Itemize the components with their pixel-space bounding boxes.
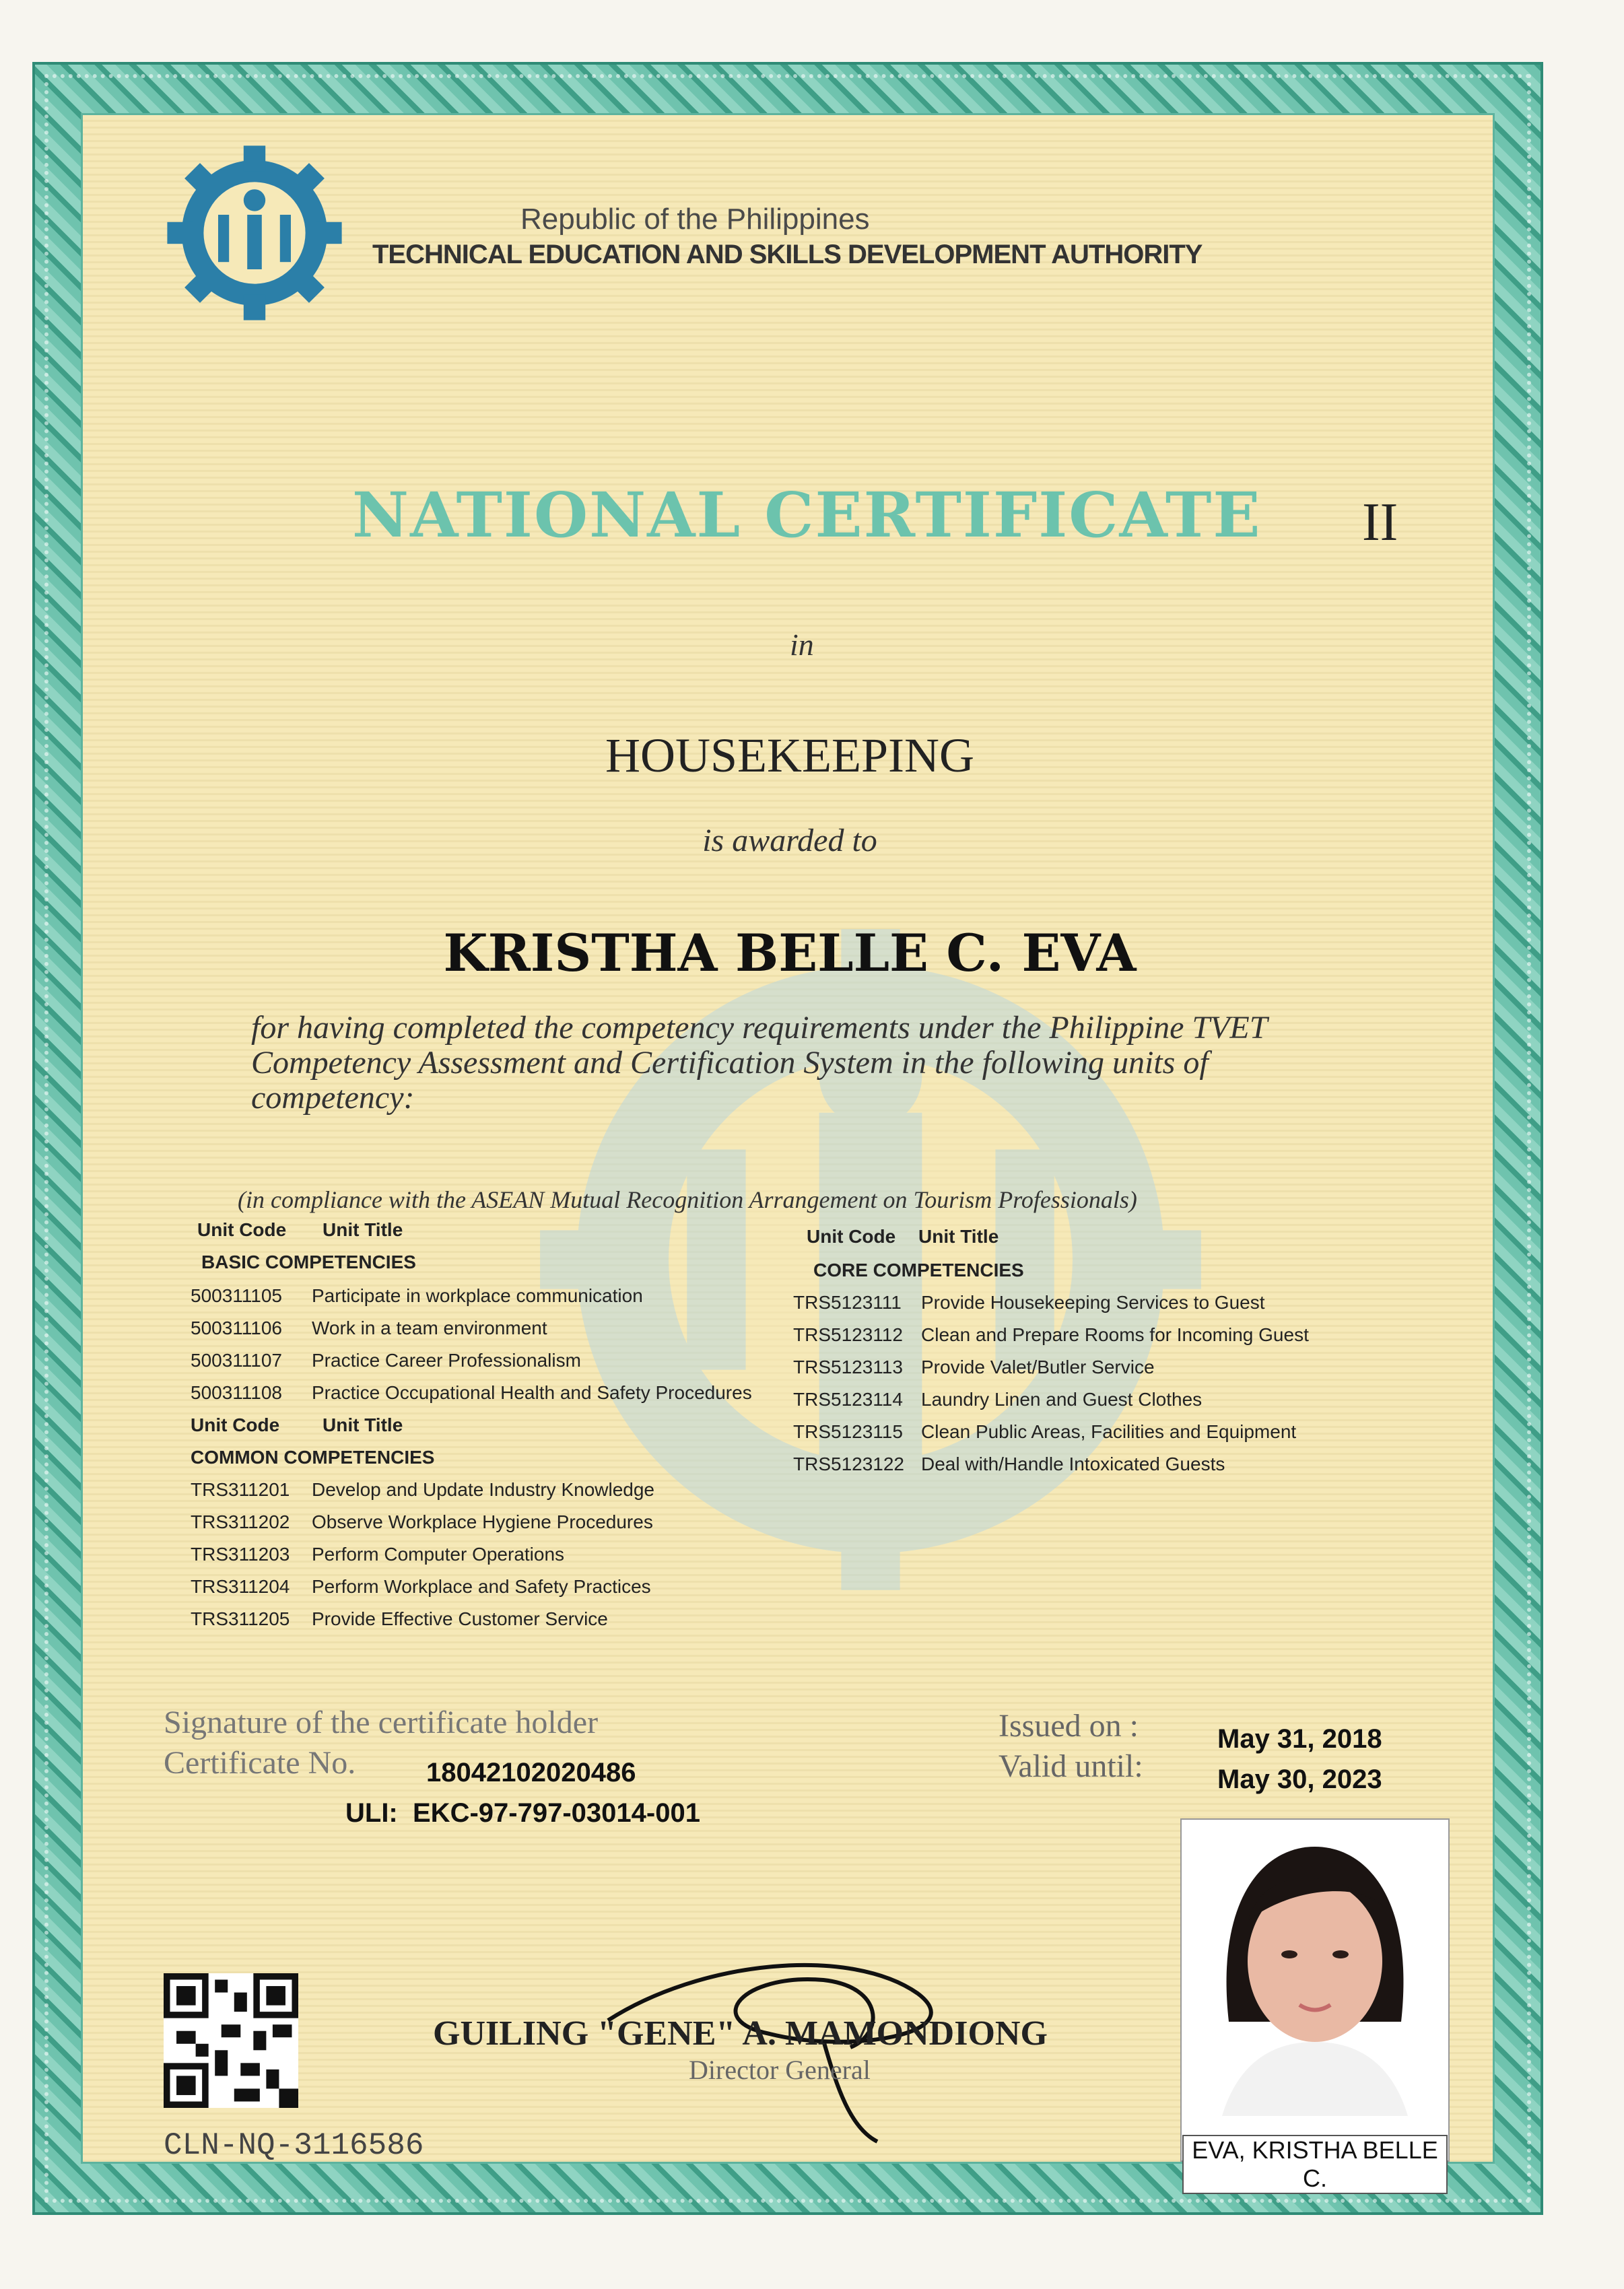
portrait-image	[1182, 1820, 1448, 2116]
issued-date: May 31, 2018	[1217, 1724, 1382, 1754]
tesda-gear-logo-icon	[164, 142, 345, 324]
basic-competencies-header: BASIC COMPETENCIES	[201, 1252, 416, 1272]
left-competency-column: Unit Code Unit Title BASIC COMPETENCIES 500311105 Participate in workplace communication 500311106 Work in a team environment 500311107 Practice Career Professionalism 500311108 Practice Occupational Health and Safety Procedures Unit Code Unit Title COMMON COMPETENCIES TRS311201 Develop and Update Industry Knowledge TRS311202 Observe Workplace Hygiene Procedures TRS311203 Perform Computer Operations TRS311204 Perform Workplace and Safety Practices TRS311205 Provide Effective Customer Service	[191, 1219, 752, 1629]
uli-label: ULI:	[345, 1798, 398, 1828]
valid-label: Valid until:	[999, 1748, 1143, 1784]
control-prefix: CLN-NQ-	[164, 2128, 294, 2163]
unit-title-header: Unit Title	[323, 1219, 403, 1240]
photo-name-label: EVA, KRISTHA BELLE C.	[1182, 2135, 1448, 2194]
awarded-text: is awarded to	[702, 823, 877, 858]
valid-date: May 30, 2023	[1217, 1765, 1382, 1794]
core-competencies-header: CORE COMPETENCIES	[813, 1260, 1024, 1280]
unit-title-header: Unit Title	[918, 1226, 999, 1247]
certificate-title: NATIONAL CERTIFICATE	[352, 479, 1262, 551]
unit-code-header-2: Unit Code	[191, 1414, 280, 1435]
director-name: GUILING "GENE" A. MAMONDIONG	[433, 2014, 1048, 2053]
qr-code-icon	[164, 1973, 298, 2108]
common-competencies-header: COMMON COMPETENCIES	[191, 1447, 435, 1468]
certificate-body	[81, 113, 1495, 2192]
certificate-level: II	[1362, 493, 1398, 552]
unit-title-header-2: Unit Title	[323, 1414, 403, 1435]
header-authority: TECHNICAL EDUCATION AND SKILLS DEVELOPMENT AUTHORITY	[372, 240, 1203, 269]
unit-code-header: Unit Code	[807, 1226, 896, 1247]
control-number	[164, 2128, 424, 2163]
issued-label: Issued on :	[999, 1708, 1139, 1744]
control-value: 3116586	[294, 2128, 424, 2163]
cert-no-label: Certificate No.	[164, 1745, 356, 1781]
cert-no: 18042102020486	[426, 1758, 636, 1787]
holder-name: KRISTHA BELLE C. EVA	[443, 923, 1137, 983]
holder-photo	[1180, 1818, 1450, 2162]
director-title: Director General	[689, 2055, 871, 2085]
in-text: in	[790, 627, 814, 662]
signature-label: Signature of the certificate holder	[164, 1705, 599, 1740]
unit-code-header: Unit Code	[197, 1219, 287, 1240]
statement: for having completed the competency requirements under the Philippine TVET Competency Assessment and Certification System in the following units of competency:	[251, 1010, 1267, 1116]
qualification: HOUSEKEEPING	[605, 728, 974, 782]
header-republic: Republic of the Philippines	[520, 203, 870, 236]
right-competency-column: Unit Code Unit Title CORE COMPETENCIES TRS5123111 Provide Housekeeping Services to Guest TRS5123112 Clean and Prepare Rooms for Incoming Guest TRS5123113 Provide Valet/Butler Service TRS5123114 Laundry Linen and Guest Clothes TRS5123115 Clean Public Areas, Facilities and Equipment TRS5123122 Deal with/Handle Intoxicated Guests	[793, 1226, 1309, 1474]
uli-value: EKC-97-797-03014-001	[413, 1798, 700, 1828]
compliance-note: (in compliance with the ASEAN Mutual Recognition Arrangement on Tourism Professionals)	[238, 1186, 1137, 1213]
